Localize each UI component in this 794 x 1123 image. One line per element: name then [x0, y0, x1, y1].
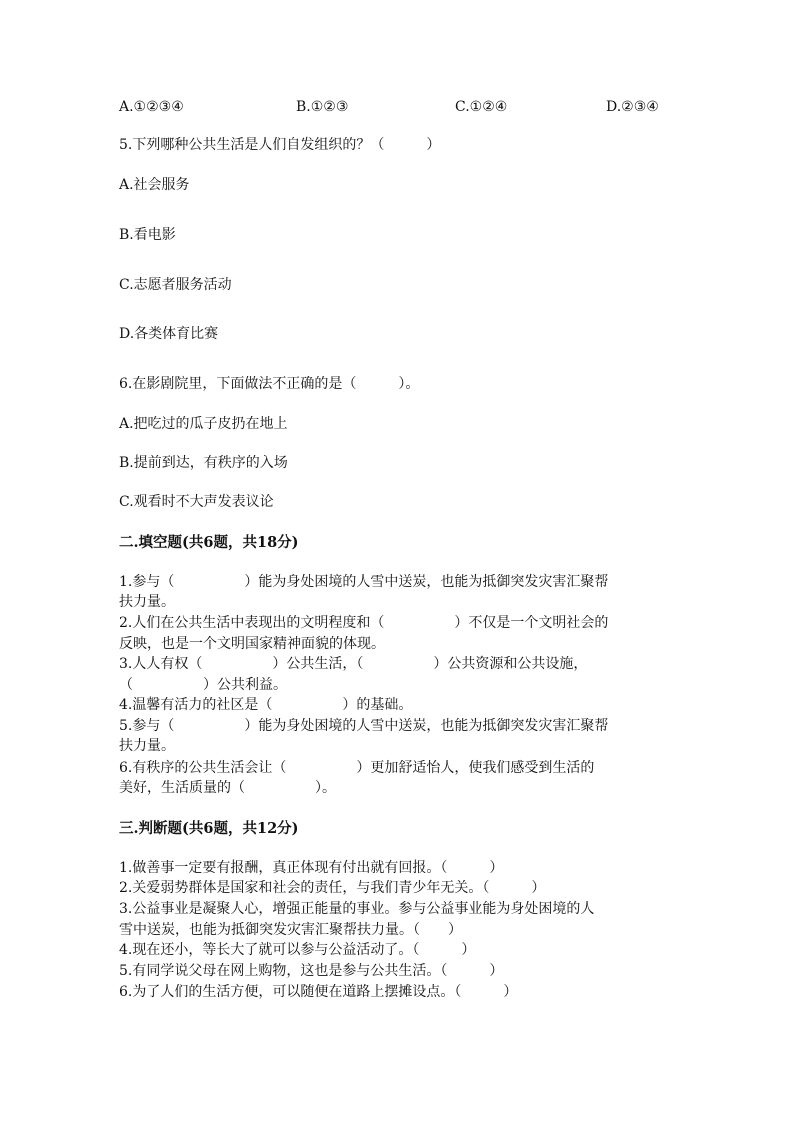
fill-q6-line1: 6.有秩序的公共生活会让（ ）更加舒适怡人，使我们感受到生活的 — [119, 760, 595, 776]
fill-q2-line2: 反映，也是一个文明国家精神面貌的体现。 — [119, 636, 385, 652]
q4-option-b: B.①②③ — [296, 99, 349, 115]
q5-option-a: A.社会服务 — [119, 177, 190, 193]
judge-q3-line2: 雪中送炭，也能为抵御突发灾害汇聚帮扶力量。（ ） — [119, 922, 462, 938]
section2-heading: 二.填空题(共6题，共18分) — [119, 534, 299, 551]
q5-option-b: B.看电影 — [119, 227, 176, 243]
q6-option-c: C.观看时不大声发表议论 — [119, 494, 274, 510]
fill-q6-line2: 美好，生活质量的（ ）。 — [119, 780, 336, 796]
fill-q5-line2: 扶力量。 — [119, 738, 175, 754]
q6-option-b: B.提前到达，有秩序的入场 — [119, 455, 288, 471]
q5-option-c: C.志愿者服务活动 — [119, 277, 232, 293]
q6-option-a: A.把吃过的瓜子皮扔在地上 — [119, 416, 288, 432]
section3-heading: 三.判断题(共6题，共12分) — [119, 820, 299, 837]
judge-q1: 1.做善事一定要有报酬，真正体现有付出就有回报。（ ） — [119, 860, 504, 876]
q5-stem: 5.下列哪种公共生活是人们自发组织的？（ ） — [119, 137, 441, 153]
fill-q5-line1: 5.参与（ ）能为身处困境的人雪中送炭，也能为抵御突发灾害汇聚帮 — [119, 718, 609, 734]
fill-q3-line2: （ ）公共利益。 — [119, 677, 287, 693]
fill-q3-line1: 3.人人有权（ ）公共生活，（ ）公共资源和公共设施， — [119, 656, 588, 672]
judge-q6: 6.为了人们的生活方便，可以随便在道路上摆摊设点。（ ） — [119, 984, 518, 1000]
q4-option-c: C.①②④ — [455, 99, 508, 115]
fill-q4-line1: 4.温馨有活力的社区是（ ）的基础。 — [119, 697, 413, 713]
q5-option-d: D.各类体育比赛 — [119, 326, 219, 342]
fill-q2-line1: 2.人们在公共生活中表现出的文明程度和（ ）不仅是一个文明社会的 — [119, 615, 609, 631]
judge-q5: 5.有同学说父母在网上购物，这也是参与公共生活。（ ） — [119, 963, 504, 979]
fill-q1-line2: 扶力量。 — [119, 594, 175, 610]
judge-q4: 4.现在还小，等长大了就可以参与公益活动了。（ ） — [119, 942, 476, 958]
q6-stem: 6.在影剧院里，下面做法不正确的是（ ）。 — [119, 376, 420, 392]
fill-q1-line1: 1.参与（ ）能为身处困境的人雪中送炭，也能为抵御突发灾害汇聚帮 — [119, 574, 609, 590]
judge-q2: 2.关爱弱势群体是国家和社会的责任，与我们青少年无关。（ ） — [119, 880, 546, 896]
judge-q3-line1: 3.公益事业是凝聚人心，增强正能量的事业。参与公益事业能为身处困境的人 — [119, 901, 595, 917]
q4-option-d: D.②③④ — [606, 99, 659, 115]
q4-option-a: A.①②③④ — [119, 99, 184, 115]
